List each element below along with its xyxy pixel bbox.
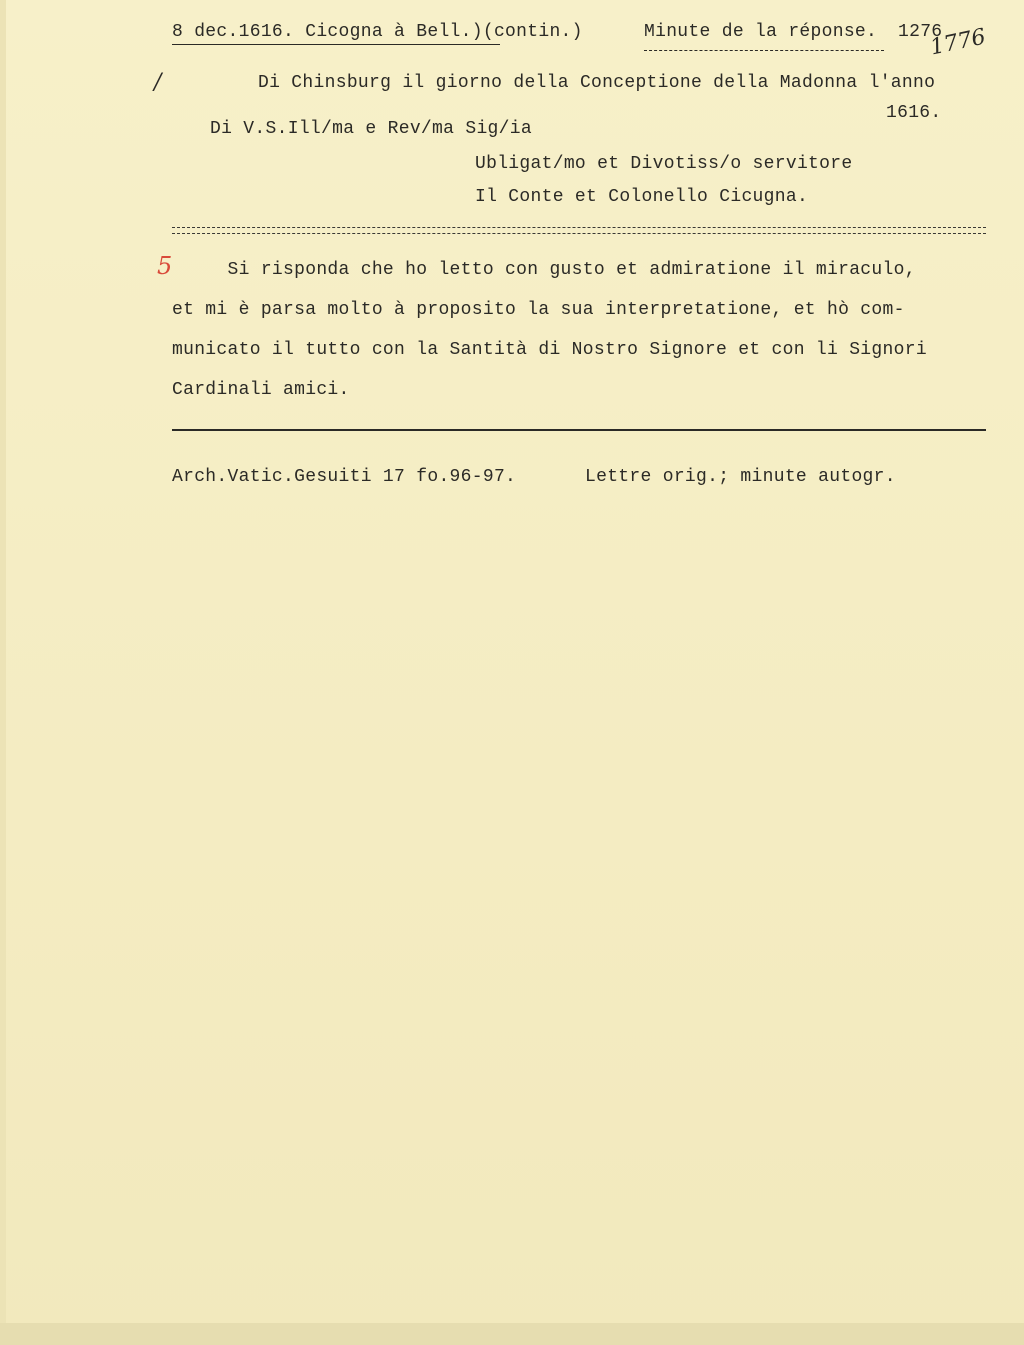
response-line-2: et mi è parsa molto à proposito la sua interpretatione, et hò com- — [172, 300, 905, 320]
place-date-line-1: Di Chinsburg il giorno della Conceptione della Madonna l'anno — [258, 73, 936, 93]
address-line: Di V.S.Ill/ma e Rev/ma Sig/ia — [210, 119, 532, 139]
header-left: 8 dec.1616. Cicogna à Bell.)(contin.) — [172, 22, 583, 42]
place-date-line-2: 1616. — [886, 103, 942, 123]
signature-line: Il Conte et Colonello Cicugna. — [475, 187, 809, 207]
closing-line: Ubligat/mo et Divotiss/o servitore — [475, 154, 853, 174]
header-right-underline — [644, 50, 884, 51]
response-line-4: Cardinali amici. — [172, 380, 350, 400]
handwritten-page-number: 1776 — [928, 24, 988, 61]
header-right: Minute de la réponse. — [644, 22, 878, 42]
paper-edge-left — [0, 0, 6, 1345]
section-divider-solid — [172, 429, 986, 431]
source-reference: Arch.Vatic.Gesuiti 17 fo.96-97. — [172, 467, 517, 487]
margin-mark-five: 5 — [157, 252, 173, 280]
margin-mark-one: / — [154, 70, 162, 95]
source-note: Lettre orig.; minute autogr. — [585, 467, 896, 487]
section-divider-double — [172, 227, 986, 234]
paper-edge-bottom — [0, 1323, 1024, 1345]
header-left-underline — [172, 44, 500, 45]
response-line-3: municato il tutto con la Santità di Nostro Signore et con li Signori — [172, 340, 927, 360]
response-line-1: Si risponda che ho letto con gusto et admiratione il miraculo, — [172, 260, 916, 280]
page-number: 1276 — [898, 22, 943, 42]
